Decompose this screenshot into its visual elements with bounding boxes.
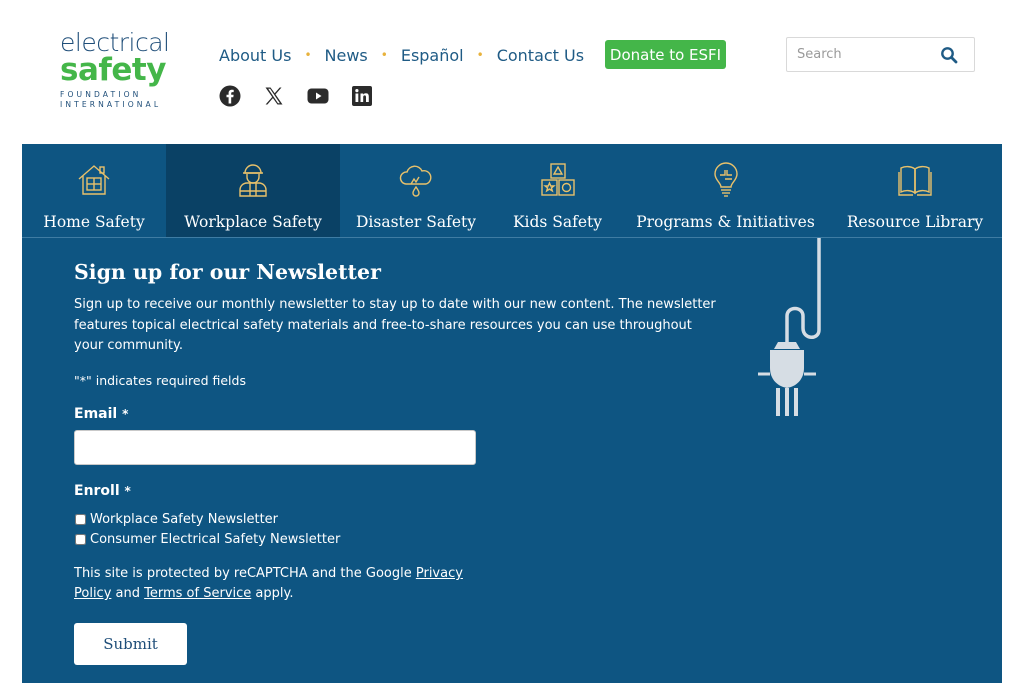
nav-item-resource-library[interactable] xyxy=(828,144,1002,237)
nav-item-home-safety[interactable] xyxy=(22,144,166,237)
privacy-policy-link[interactable]: Privacy Policy xyxy=(74,566,463,601)
email-field[interactable] xyxy=(74,430,476,465)
legal-text: and xyxy=(111,586,145,601)
required-mark: * xyxy=(124,484,131,498)
nav-item-label: Resource Library xyxy=(846,213,984,231)
facebook-icon[interactable] xyxy=(219,85,241,107)
nav-separator: • xyxy=(380,48,388,62)
logo-line-safety: safety xyxy=(60,52,166,88)
logo-line-foundation: FOUNDATION xyxy=(60,90,142,99)
option-label: Consumer Electrical Safety Newsletter xyxy=(90,532,341,547)
nav-item-disaster-safety[interactable] xyxy=(340,144,492,237)
nav-item-label: Kids Safety xyxy=(512,213,603,231)
terms-of-service-link[interactable]: Terms of Service xyxy=(144,586,252,601)
nav-item-kids-safety[interactable] xyxy=(492,144,623,237)
newsletter-panel xyxy=(22,238,1002,683)
required-mark: * xyxy=(122,407,129,421)
worker-icon xyxy=(235,162,271,198)
donate-button[interactable]: Donate to ESFI xyxy=(605,40,726,69)
lightbulb-icon xyxy=(708,162,744,198)
option-label: Workplace Safety Newsletter xyxy=(90,512,279,527)
search-box xyxy=(786,37,975,72)
enroll-option-workplace[interactable] xyxy=(74,512,278,527)
email-label xyxy=(74,406,128,422)
enroll-label-text: Enroll xyxy=(74,483,120,499)
email-label-text: Email xyxy=(74,406,118,422)
linkedin-icon[interactable] xyxy=(351,85,373,107)
nav-link-espanol[interactable]: Español xyxy=(400,45,464,65)
nav-link-contact[interactable]: Contact Us xyxy=(496,45,585,65)
social-links xyxy=(219,85,373,107)
required-fields-note: "*" indicates required fields xyxy=(74,373,246,388)
nav-item-workplace-safety[interactable] xyxy=(166,144,340,237)
newsletter-description: Sign up to receive our monthly newsletter to stay up to date with our new content. The newsletter features topical electrical safety materials and free-to-share resources you can use throughout your community. xyxy=(74,297,716,353)
consumer-newsletter-checkbox[interactable] xyxy=(75,534,86,545)
nav-link-about[interactable]: About Us xyxy=(219,45,292,65)
nav-separator: • xyxy=(304,48,312,62)
nav-item-label: Workplace Safety xyxy=(184,213,322,231)
enroll-option-consumer[interactable] xyxy=(74,532,340,547)
youtube-icon[interactable] xyxy=(307,85,329,107)
recaptcha-notice xyxy=(74,564,474,604)
enroll-label xyxy=(74,483,131,499)
logo-line-electrical: electrical xyxy=(60,28,170,57)
submit-button[interactable]: Submit xyxy=(74,623,187,665)
book-icon xyxy=(897,162,933,198)
nav-item-label: Programs & Initiatives xyxy=(636,213,815,231)
search-input[interactable] xyxy=(787,38,937,71)
workplace-newsletter-checkbox[interactable] xyxy=(75,514,86,525)
top-nav xyxy=(219,43,584,67)
blocks-icon xyxy=(540,162,576,198)
nav-item-programs-initiatives[interactable] xyxy=(623,144,828,237)
legal-text: This site is protected by reCAPTCHA and the Google xyxy=(74,566,416,581)
logo-line-international: INTERNATIONAL xyxy=(60,100,162,109)
search-icon[interactable] xyxy=(940,46,958,64)
electrical-plug-icon xyxy=(752,238,822,423)
nav-link-news[interactable]: News xyxy=(324,45,368,65)
legal-text: apply. xyxy=(251,586,294,601)
house-icon xyxy=(76,162,112,198)
esfi-logo[interactable] xyxy=(60,30,180,110)
x-icon[interactable] xyxy=(263,85,285,107)
storm-cloud-icon xyxy=(398,162,434,198)
main-category-nav xyxy=(22,144,1002,238)
site-header xyxy=(0,0,1024,144)
nav-separator: • xyxy=(476,48,484,62)
newsletter-title: Sign up for our Newsletter xyxy=(74,260,381,284)
nav-item-label: Home Safety xyxy=(43,213,145,231)
nav-item-label: Disaster Safety xyxy=(355,213,477,231)
